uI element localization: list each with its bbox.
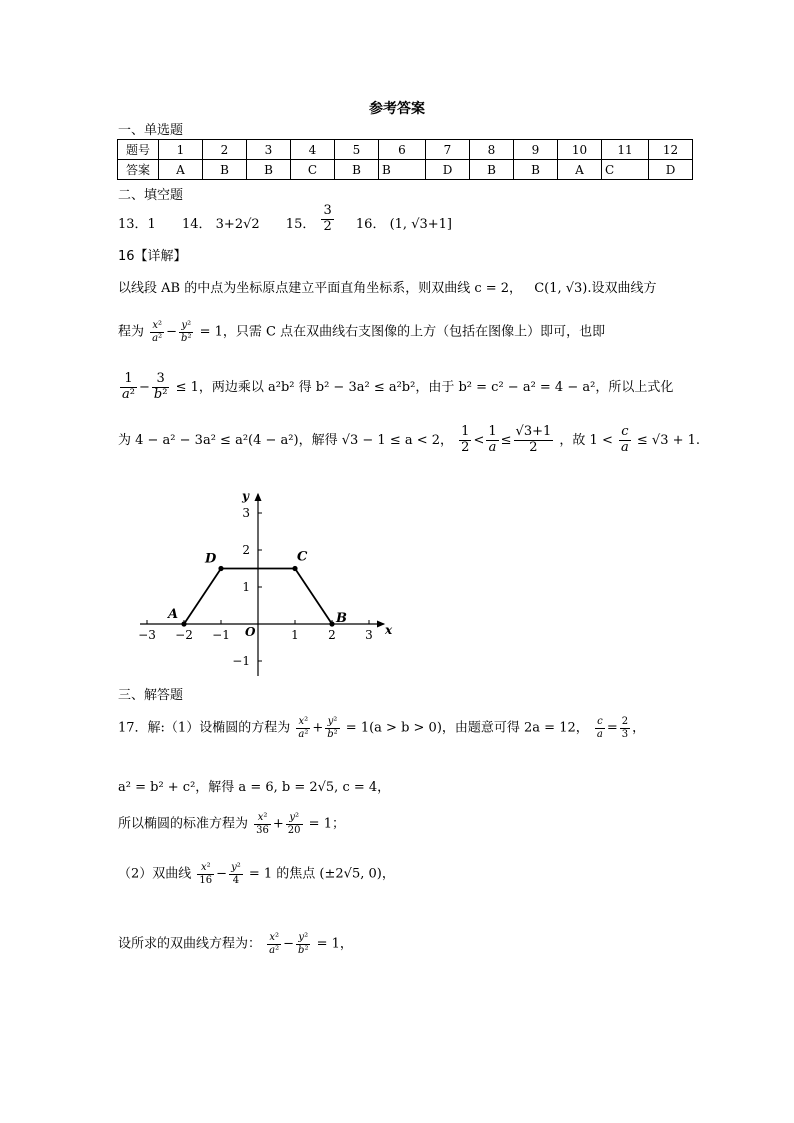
x-tick-label: −1: [212, 628, 230, 642]
x-tick-label: 3: [365, 628, 373, 642]
table-cell: 6: [379, 140, 426, 160]
table-cell: B: [514, 160, 558, 180]
x-axis-label: x: [385, 623, 393, 637]
section-single-choice: 一、单选题: [118, 123, 184, 138]
q17-line-4: （2）双曲线 $\frac{\text{x²}}{16}$ − $\frac{\text{y²}}{4}$ = 1 的焦点 (±2√5, 0)，: [118, 862, 395, 886]
answer-13: 13．1: [118, 217, 156, 232]
q17-line-1: 17．解:（1）设椭圆的方程为 $\frac{\text{x²}}{\text{a²}}$ + $\frac{\text{y²}}{\text{b²}}$ = 1(a > b > 0)，由题意可得 2a = 12， $\frac{c}{a}$ = $\frac{2}{3}$ ，: [118, 716, 646, 740]
point-label-d: D: [205, 551, 217, 567]
y-tick-label: −1: [232, 654, 250, 668]
table-cell: 2: [203, 140, 247, 160]
table-cell: 1: [159, 140, 203, 160]
point-label-a: A: [168, 607, 179, 622]
answer-15-fraction: $\frac{3}{2}$: [323, 203, 332, 234]
table-cell: 10: [558, 140, 602, 160]
table-row-numbers: [118, 140, 693, 160]
table-cell: D: [426, 160, 470, 180]
x-tick-label: 2: [328, 628, 336, 642]
q16-heading: 16【详解】: [118, 249, 187, 264]
y-tick-label: 2: [242, 543, 250, 557]
x-tick-label: 1: [291, 628, 299, 642]
table-cell: C: [602, 160, 649, 180]
table-cell: B: [470, 160, 514, 180]
table-cell: A: [159, 160, 203, 180]
y-tick-label: 3: [242, 506, 250, 520]
x-tick-label: −3: [138, 628, 156, 642]
answer-16-number: 16．: [355, 217, 386, 232]
table-cell: B: [247, 160, 291, 180]
point-label-c: C: [297, 549, 308, 565]
q17-line-3: 所以椭圆的标准方程为 $\frac{\text{x²}}{36}$ + $\frac{\text{y²}}{20}$ = 1；: [118, 812, 345, 836]
table-cell: B: [335, 160, 379, 180]
answer-14-number: 14．: [181, 217, 212, 232]
answer-table: [117, 139, 693, 180]
table-cell: 5: [335, 140, 379, 160]
table-cell: 12: [649, 140, 693, 160]
x-tick-label: −2: [175, 628, 193, 642]
table-cell: C: [291, 160, 335, 180]
q17-line-2: a² = b² + c²，解得 a = 6, b = 2√5, c = 4，: [118, 780, 391, 795]
q16-line-3: $\frac{1}{\text{a²}}$ − $\frac{3}{\text{b²}}$ ≤ 1，两边乘以 a²b² 得 b² − 3a² ≤ a²b²，由于 b² = c² − a² = 4 − a²，所以上式化: [122, 371, 674, 402]
table-cell: 9: [514, 140, 558, 160]
section-fill-blank: 二、填空题: [118, 188, 184, 203]
fill-answers: [118, 203, 452, 235]
origin-label: O: [245, 625, 256, 639]
q16-line-1: 以线段 AB 的中点为坐标原点建立平面直角坐标系，则双曲线 c = 2， C(1, √3).设双曲线方: [118, 281, 657, 296]
point-d: [218, 566, 223, 571]
table-cell: 8: [470, 140, 514, 160]
point-c: [292, 566, 297, 571]
page-title: 参考答案: [369, 101, 425, 117]
table-answer-label: 答案: [118, 160, 159, 180]
point-label-b: B: [336, 611, 347, 626]
answer-14: 3+2√2: [215, 217, 260, 232]
point-a: [181, 621, 186, 626]
answer-15-number: 15．: [285, 217, 316, 232]
section-solutions: 三、解答题: [118, 688, 184, 703]
table-row-answers: [118, 160, 693, 180]
table-cell: 3: [247, 140, 291, 160]
table-cell: A: [558, 160, 602, 180]
table-cell: D: [649, 160, 693, 180]
q16-line-4: 为 4 − a² − 3a² ≤ a²(4 − a²)，解得 √3 − 1 ≤ a < 2， $\frac{1}{2}$ < $\frac{1}{a}$ ≤ $\frac{√3+1}{2}$ ，故 1 < $\frac{c}{a}$ ≤ √3 + 1.: [118, 424, 701, 455]
table-cell: B: [379, 160, 426, 180]
y-tick-label: 1: [242, 580, 250, 594]
answer-16: (1, √3+1]: [389, 217, 452, 232]
table-cell: 4: [291, 140, 335, 160]
point-b: [329, 621, 334, 626]
y-axis-label: y: [242, 489, 249, 503]
table-cell: 11: [602, 140, 649, 160]
q17-line-5: 设所求的双曲线方程为： $\frac{\text{x²}}{\text{a²}}$ − $\frac{\text{y²}}{\text{b²}}$ = 1，: [118, 932, 353, 956]
table-header-label: 题号: [118, 140, 159, 160]
trapezoid-figure: [136, 488, 396, 680]
q16-line-2: 程为 $\frac{\text{x²}}{\text{a²}}$ − $\frac{\text{y²}}{\text{b²}}$ = 1，只需 C 点在双曲线右支图像的上方（包括在图像上）即可，也即: [118, 320, 606, 344]
table-cell: 7: [426, 140, 470, 160]
table-cell: B: [203, 160, 247, 180]
